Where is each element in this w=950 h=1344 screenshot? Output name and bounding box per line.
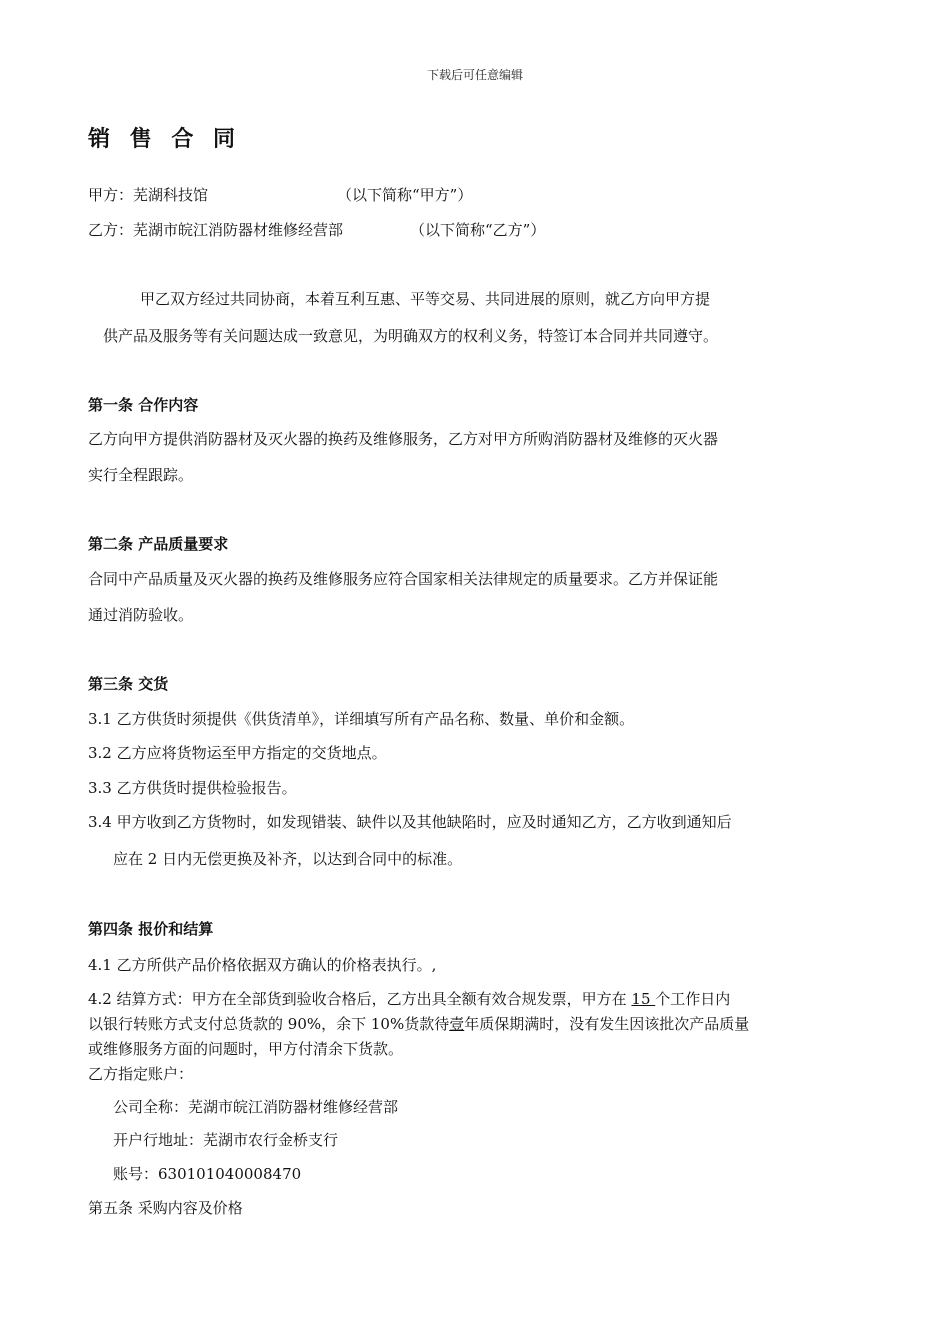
party-b-alias: （以下简称“乙方”） bbox=[410, 221, 546, 239]
account-label: 乙方指定账户： bbox=[88, 1065, 194, 1083]
article-3-item-1: 3.1 乙方供货时须提供《供货清单》，详细填写所有产品名称、数量、单价和金额。 bbox=[88, 710, 635, 728]
article-1-heading: 第一条 合作内容 bbox=[88, 396, 199, 414]
page-header: 下载后可任意编辑 bbox=[426, 68, 523, 82]
article-3-item-4-continuation: 应在 2 日内无偿更换及补齐，以达到合同中的标准。 bbox=[113, 850, 463, 868]
item-2-text-a: 4.2 结算方式：甲方在全部货到验收合格后，乙方出具全额有效合规发票，甲方在 bbox=[88, 990, 632, 1008]
payment-days: 15 bbox=[631, 990, 656, 1008]
article-4-item-2-line-2 bbox=[88, 1013, 749, 1034]
account-bank: 开户行地址：芜湖市农行金桥支行 bbox=[113, 1131, 339, 1149]
warranty-years: 壹 bbox=[449, 1015, 465, 1033]
article-3-item-4: 3.4 甲方收到乙方货物时，如发现错装、缺件以及其他缺陷时，应及时通知乙方，乙方收到通知后 bbox=[88, 813, 732, 831]
article-3-item-3: 3.3 乙方供货时提供检验报告。 bbox=[88, 779, 297, 797]
article-2-heading: 第二条 产品质量要求 bbox=[88, 535, 229, 553]
article-1-line-1: 乙方向甲方提供消防器材及灭火器的换药及维修服务，乙方对甲方所购消防器材及维修的灭火器 bbox=[88, 430, 719, 448]
article-4-item-2-line-3: 或维修服务方面的问题时，甲方付清余下货款。 bbox=[88, 1040, 404, 1058]
item-2-text-b: 个工作日内 bbox=[655, 990, 731, 1008]
item-2-text-c: 以银行转账方式支付总货款的 90%，余下 10%货款待 bbox=[88, 1015, 450, 1033]
article-5-heading: 第五条 采购内容及价格 bbox=[88, 1199, 243, 1217]
account-company: 公司全称：芜湖市皖江消防器材维修经营部 bbox=[113, 1098, 399, 1116]
item-2-text-d: 年质保期满时，没有发生因该批次产品质量 bbox=[464, 1015, 750, 1033]
article-3-item-2: 3.2 乙方应将货物运至甲方指定的交货地点。 bbox=[88, 744, 387, 762]
party-a-label: 甲方：芜湖科技馆 bbox=[88, 186, 209, 204]
contract-title: 销 售 合 同 bbox=[88, 126, 241, 152]
party-b-label: 乙方：芜湖市皖江消防器材维修经营部 bbox=[88, 221, 344, 239]
article-2-line-1: 合同中产品质量及灭火器的换药及维修服务应符合国家相关法律规定的质量要求。乙方并保证能 bbox=[88, 570, 719, 588]
account-number: 账号：630101040008470 bbox=[113, 1165, 302, 1183]
article-3-heading: 第三条 交货 bbox=[88, 675, 169, 693]
intro-line-2: 供产品及服务等有关问题达成一致意见，为明确双方的权利义务，特签订本合同并共同遵守。 bbox=[103, 327, 719, 345]
article-4-item-1: 4.1 乙方所供产品价格依据双方确认的价格表执行。, bbox=[88, 956, 437, 974]
article-2-line-2: 通过消防验收。 bbox=[88, 606, 194, 624]
article-4-heading: 第四条 报价和结算 bbox=[88, 920, 214, 938]
article-4-item-2-line-1 bbox=[88, 988, 730, 1009]
intro-line-1: 甲乙双方经过共同协商，本着互利互惠、平等交易、共同进展的原则，就乙方向甲方提 bbox=[140, 290, 711, 308]
article-1-line-2: 实行全程跟踪。 bbox=[88, 466, 194, 484]
party-a-alias: （以下简称“甲方”） bbox=[337, 186, 473, 204]
